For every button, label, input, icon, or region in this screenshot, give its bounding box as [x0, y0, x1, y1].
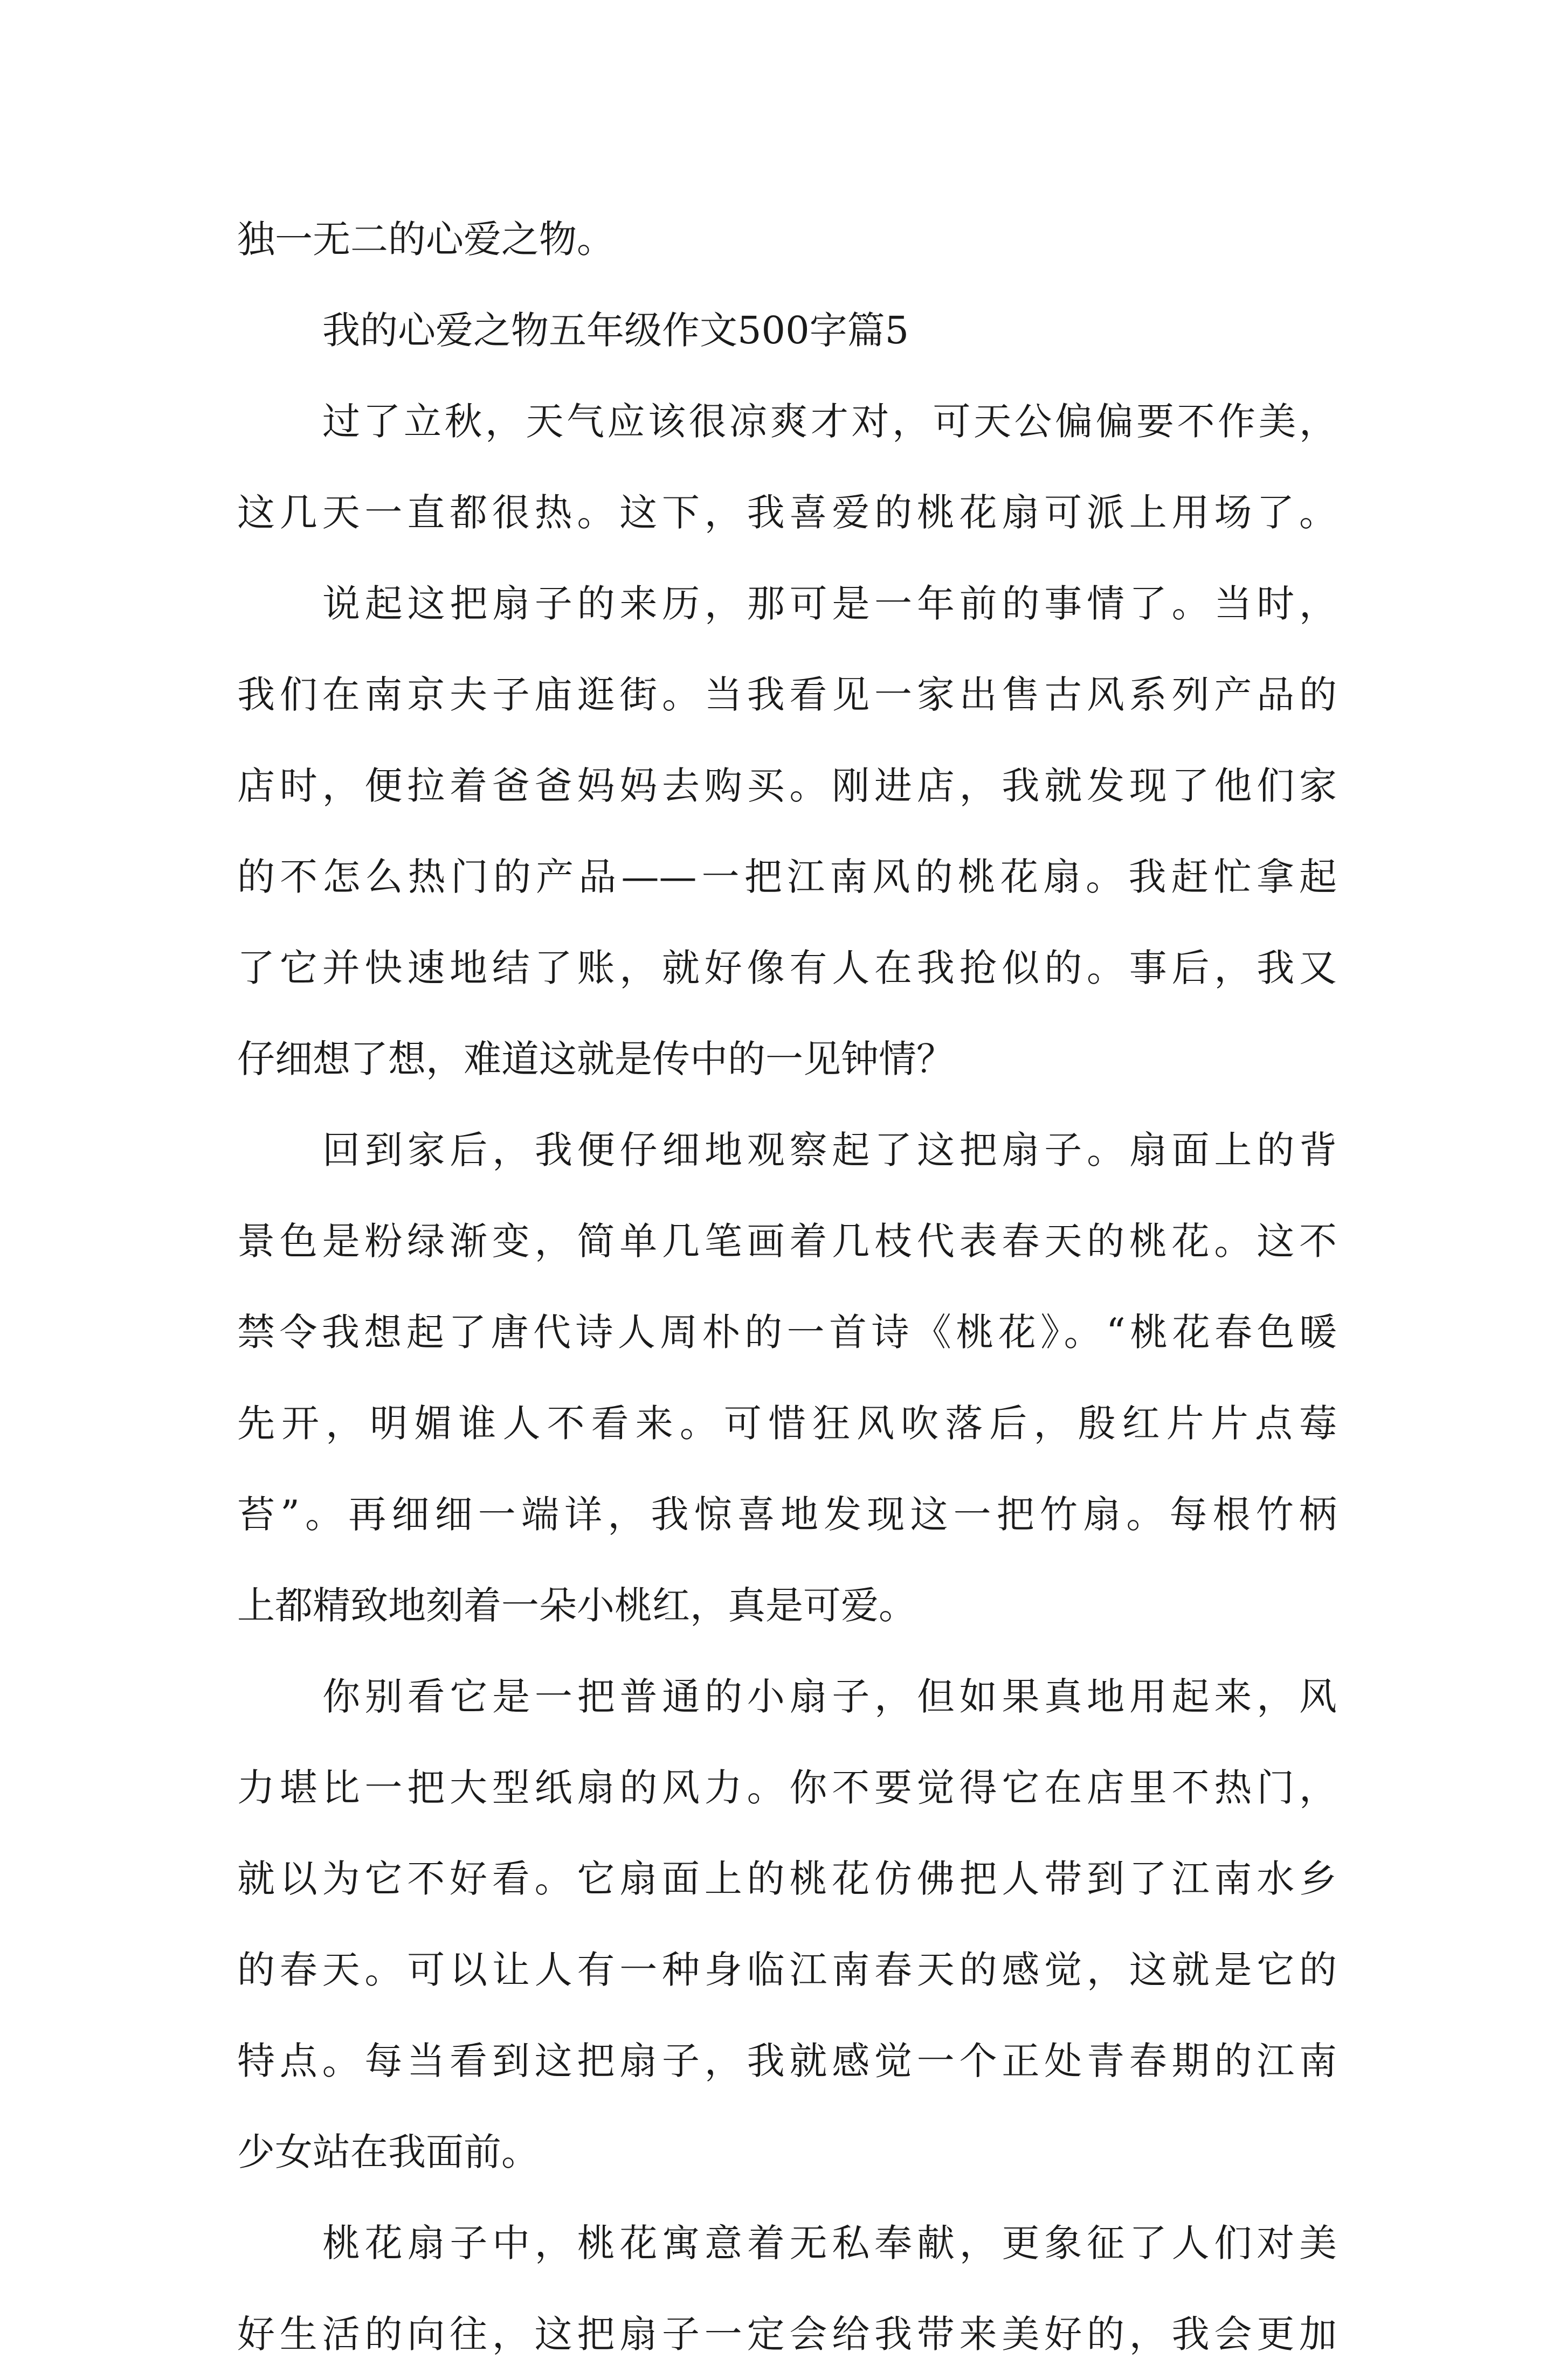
text-line: 景色是粉绿渐变，简单几笔画着几枝代表春天的桃花。这不	[237, 1219, 1337, 1263]
text-line: 禁令我想起了唐代诗人周朴的一首诗《桃花》。“桃花春色暖	[237, 1310, 1337, 1354]
text-line: 特点。每当看到这把扇子，我就感觉一个正处青春期的江南	[237, 2039, 1337, 2083]
text-line: 桃花扇子中，桃花寓意着无私奉献，更象征了人们对美	[322, 2221, 1337, 2265]
text-line: 少女站在我面前。	[237, 2130, 539, 2174]
text-line: 就以为它不好看。它扇面上的桃花仿佛把人带到了江南水乡	[237, 1857, 1337, 1901]
text-line: 说起这把扇子的来历，那可是一年前的事情了。当时，	[322, 582, 1337, 626]
text-line: 店时，便拉着爸爸妈妈去购买。刚进店，我就发现了他们家	[237, 764, 1337, 808]
text-line: 先开，明媚谁人不看来。可惜狂风吹落后，殷红片片点莓	[237, 1401, 1337, 1445]
text-line: 力堪比一把大型纸扇的风力。你不要觉得它在店里不热门，	[237, 1766, 1337, 1810]
text-line: 了它并快速地结了账，就好像有人在我抢似的。事后，我又	[237, 946, 1337, 990]
text-line: 我们在南京夫子庙逛街。当我看见一家出售古风系列产品的	[237, 673, 1337, 717]
text-line: 回到家后，我便仔细地观察起了这把扇子。扇面上的背	[322, 1128, 1337, 1172]
text-line: 你别看它是一把普通的小扇子，但如果真地用起来，风	[322, 1675, 1337, 1719]
text-line: 上都精致地刻着一朵小桃红，真是可爱。	[237, 1583, 916, 1628]
document-body	[237, 194, 1337, 2380]
text-line: 的不怎么热门的产品——一把江南风的桃花扇。我赶忙拿起	[237, 855, 1337, 899]
section-heading: 我的心爱之物五年级作文500字篇5	[322, 308, 909, 352]
text-line: 仔细想了想，难道这就是传中的一见钟情？	[237, 1037, 954, 1081]
text-line: 过了立秋，天气应该很凉爽才对，可天公偏偏要不作美，	[322, 399, 1337, 444]
text-line: 独一无二的心爱之物。	[237, 217, 615, 261]
text-line: 的春天。可以让人有一种身临江南春天的感觉，这就是它的	[237, 1948, 1337, 1992]
text-line: 苔”。再细细一端详，我惊喜地发现这一把竹扇。每根竹柄	[237, 1492, 1337, 1537]
text-line: 这几天一直都很热。这下，我喜爱的桃花扇可派上用场了。	[237, 490, 1337, 535]
text-line: 好生活的向往，这把扇子一定会给我带来美好的，我会更加	[237, 2312, 1337, 2356]
